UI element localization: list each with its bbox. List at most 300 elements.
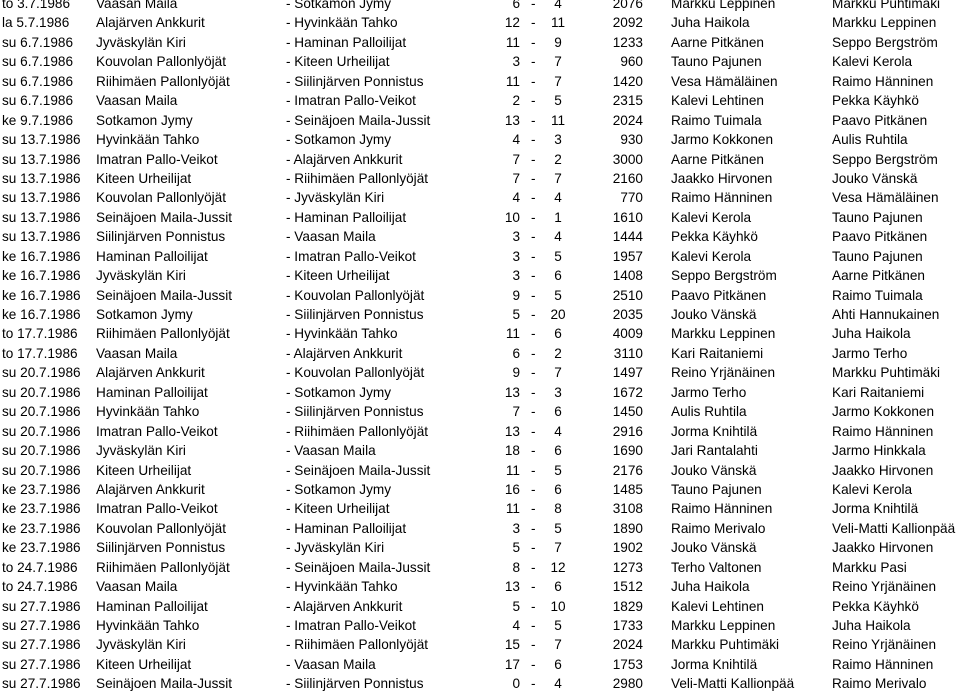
away-score: 5 [554,618,562,633]
attendance: 1497 [612,365,643,381]
home-score: 7 [512,404,520,420]
home-team: Seinäjoen Maila-Jussit [96,287,233,303]
base-umpire: Raimo Merivalo [832,676,927,692]
home-score: 2 [512,93,520,109]
away-score: 5 [554,248,562,264]
score-separator: - [531,326,536,342]
score-separator: - [531,637,536,653]
home-team: Riihimäen Pallonlyöjät [96,326,230,342]
away-score: 6 [554,579,562,595]
away-team: - Alajärven Ankkurit [286,598,403,614]
home-team: Hyvinkään Tahko [96,618,200,633]
score-separator: - [531,520,536,536]
away-score: 5 [554,520,562,536]
away-team: - Alajärven Ankkurit [286,345,403,361]
attendance: 4009 [612,326,643,342]
table-row [0,616,960,635]
match-date: ke 23.7.1986 [2,481,81,497]
away-team: - Imatran Pallo-Veikot [286,618,416,633]
match-date: su 13.7.1986 [2,132,81,148]
home-team: Jyväskylän Kiri [96,268,186,284]
home-score: 11 [505,73,520,89]
base-umpire: Vesa Hämäläinen [832,190,939,206]
table-row [0,150,960,169]
table-row [0,247,960,266]
home-score: 0 [512,676,520,692]
away-score: 10 [550,598,566,614]
away-team: - Haminan Palloilijat [286,520,407,536]
home-team: Hyvinkään Tahko [96,132,200,148]
base-umpire: Aarne Pitkänen [832,268,925,284]
match-date: ke 23.7.1986 [2,501,81,517]
home-team: Alajärven Ankkurit [96,365,205,381]
home-plate-umpire: Paavo Pitkänen [671,287,767,303]
home-team: Kouvolan Pallonlyöjät [96,520,226,536]
home-team: Haminan Palloilijat [96,384,208,400]
attendance: 2035 [612,307,643,322]
attendance: 960 [620,54,643,70]
score-separator: - [531,676,536,692]
attendance: 1753 [612,656,643,672]
home-plate-umpire: Raimo Tuimala [671,112,762,128]
table-row [0,0,960,13]
away-score: 11 [550,112,566,128]
table-row [0,441,960,460]
home-plate-umpire: Jorma Knihtilä [671,423,758,439]
away-team: - Seinäjoen Maila-Jussit [286,559,431,575]
score-separator: - [531,73,536,89]
score-separator: - [531,345,536,361]
match-date: ke 23.7.1986 [2,520,81,536]
attendance: 2024 [612,637,643,653]
match-date: su 20.7.1986 [2,423,81,439]
match-date: su 13.7.1986 [2,190,81,206]
score-separator: - [531,579,536,595]
table-row [0,72,960,91]
base-umpire: Raimo Hänninen [832,423,934,439]
home-team: Riihimäen Pallonlyöjät [96,73,230,89]
match-date: su 20.7.1986 [2,462,81,478]
home-plate-umpire: Jouko Vänskä [671,307,757,322]
home-plate-umpire: Kalevi Lehtinen [671,598,764,614]
away-team: - Riihimäen Pallonlyöjät [286,170,429,186]
away-score: 2 [554,345,562,361]
home-score: 13 [504,384,520,400]
score-separator: - [531,132,536,148]
home-team: Sotkamon Jymy [96,307,193,322]
table-row [0,461,960,480]
home-team: Vaasan Maila [96,345,178,361]
base-umpire: Reino Yrjänäinen [832,579,937,595]
table-row [0,422,960,441]
base-umpire: Markku Puhtimäki [832,365,941,381]
away-score: 6 [554,404,562,420]
away-team: - Vaasan Maila [286,443,376,459]
match-date: ke 16.7.1986 [2,268,81,284]
score-separator: - [531,365,536,381]
table-row [0,188,960,207]
home-team: Imatran Pallo-Veikot [96,151,218,167]
home-team: Siilinjärven Ponnistus [96,229,226,245]
match-date: la 5.7.1986 [2,15,70,31]
match-date: su 6.7.1986 [2,93,74,109]
base-umpire: Kari Raitaniemi [832,384,925,400]
away-team: - Seinäjoen Maila-Jussit [286,462,431,478]
table-row [0,324,960,343]
score-separator: - [531,34,536,50]
score-separator: - [531,209,536,225]
home-team: Hyvinkään Tahko [96,404,200,420]
home-score: 16 [504,481,520,497]
score-separator: - [531,268,536,284]
home-score: 7 [512,151,520,167]
home-score: 15 [504,637,520,653]
base-umpire: Jarmo Hinkkala [832,443,926,459]
away-team: - Kouvolan Pallonlyöjät [286,287,425,303]
home-score: 4 [512,618,520,633]
away-team: - Kiteen Urheilijat [286,501,390,517]
home-score: 13 [504,423,520,439]
home-score: 3 [512,268,520,284]
away-team: - Siilinjärven Ponnistus [286,404,424,420]
attendance: 930 [620,132,643,148]
away-score: 11 [550,15,566,31]
away-team: - Haminan Palloilijat [286,209,407,225]
match-date: to 17.7.1986 [2,326,78,342]
score-separator: - [531,462,536,478]
home-plate-umpire: Veli-Matti Kallionpää [671,676,795,692]
base-umpire: Paavo Pitkänen [832,112,928,128]
away-score: 4 [554,229,562,245]
table-row [0,286,960,305]
base-umpire: Juha Haikola [832,326,911,342]
table-row [0,519,960,538]
match-date: ke 23.7.1986 [2,540,81,556]
away-team: - Kiteen Urheilijat [286,268,390,284]
attendance: 2980 [612,676,643,692]
match-date: su 6.7.1986 [2,54,74,70]
base-umpire: Markku Pasi [832,559,907,575]
home-team: Alajärven Ankkurit [96,15,205,31]
match-date: su 13.7.1986 [2,151,81,167]
home-team: Kouvolan Pallonlyöjät [96,54,226,70]
home-team: Kouvolan Pallonlyöjät [96,190,226,206]
home-plate-umpire: Vesa Hämäläinen [671,73,778,89]
score-separator: - [531,404,536,420]
base-umpire: Jaakko Hirvonen [832,462,934,478]
away-team: - Sotkamon Jymy [286,132,391,148]
table-row [0,33,960,52]
home-score: 18 [504,443,520,459]
score-separator: - [531,54,536,70]
away-score: 8 [554,501,562,517]
away-team: - Seinäjoen Maila-Jussit [286,112,431,128]
base-umpire: Kalevi Kerola [832,54,913,70]
home-team: Seinäjoen Maila-Jussit [96,676,233,692]
home-team: Jyväskylän Kiri [96,443,186,459]
attendance: 2024 [612,112,643,128]
score-separator: - [531,93,536,109]
match-date: ke 9.7.1986 [2,112,74,128]
home-team: Kiteen Urheilijat [96,656,192,672]
attendance: 1444 [612,229,643,245]
attendance: 2176 [612,462,643,478]
table-row [0,208,960,227]
home-team: Haminan Palloilijat [96,248,208,264]
match-date: to 24.7.1986 [2,559,78,575]
home-team: Kiteen Urheilijat [96,170,192,186]
away-score: 4 [554,0,562,11]
home-score: 11 [505,34,520,50]
home-plate-umpire: Raimo Merivalo [671,520,766,536]
away-score: 1 [554,209,562,225]
table-row [0,52,960,71]
attendance: 2510 [612,287,643,303]
attendance: 3000 [612,151,643,167]
match-date: su 13.7.1986 [2,170,81,186]
attendance: 2076 [612,0,643,11]
attendance: 1890 [612,520,643,536]
base-umpire: Kalevi Kerola [832,481,913,497]
home-plate-umpire: Juha Haikola [671,579,750,595]
match-date: su 13.7.1986 [2,229,81,245]
home-score: 13 [504,112,520,128]
away-team: - Hyvinkään Tahko [286,579,398,595]
home-team: Imatran Pallo-Veikot [96,501,218,517]
away-team: - Siilinjärven Ponnistus [286,73,424,89]
away-team: - Hyvinkään Tahko [286,326,398,342]
home-score: 9 [512,365,520,381]
table-row [0,402,960,421]
home-plate-umpire: Aulis Ruhtila [671,404,747,420]
score-separator: - [531,151,536,167]
away-score: 7 [554,54,562,70]
home-plate-umpire: Jorma Knihtilä [671,656,758,672]
match-date: ke 16.7.1986 [2,287,81,303]
match-date: su 6.7.1986 [2,73,74,89]
attendance: 770 [620,190,643,206]
base-umpire: Ahti Hannukainen [832,307,940,322]
base-umpire: Pekka Käyhkö [832,598,919,614]
home-score: 10 [504,209,520,225]
home-score: 13 [504,579,520,595]
home-score: 3 [512,248,520,264]
base-umpire: Jouko Vänskä [832,170,918,186]
away-score: 4 [554,190,562,206]
home-team: Jyväskylän Kiri [96,34,186,50]
away-score: 5 [554,287,562,303]
table-row [0,480,960,499]
away-team: - Vaasan Maila [286,229,376,245]
home-plate-umpire: Kalevi Kerola [671,248,752,264]
score-separator: - [531,559,536,575]
away-score: 7 [554,170,562,186]
home-plate-umpire: Tauno Pajunen [671,54,762,70]
away-score: 9 [554,34,562,50]
away-team: - Siilinjärven Ponnistus [286,307,424,322]
home-score: 11 [505,462,520,478]
home-plate-umpire: Markku Leppinen [671,618,776,633]
attendance: 1273 [612,559,643,575]
away-score: 6 [554,481,562,497]
away-score: 2 [554,151,562,167]
home-score: 3 [512,54,520,70]
home-team: Seinäjoen Maila-Jussit [96,209,233,225]
away-score: 7 [554,637,562,653]
away-score: 12 [550,559,566,575]
away-score: 5 [554,93,562,109]
match-date: su 27.7.1986 [2,676,81,692]
match-date: su 27.7.1986 [2,598,81,614]
match-date: su 20.7.1986 [2,384,81,400]
match-date: su 27.7.1986 [2,656,81,672]
home-plate-umpire: Jouko Vänskä [671,540,757,556]
home-team: Sotkamon Jymy [96,112,193,128]
score-separator: - [531,540,536,556]
match-date: su 20.7.1986 [2,365,81,381]
away-team: - Jyväskylän Kiri [286,540,385,556]
away-team: - Kouvolan Pallonlyöjät [286,365,425,381]
attendance: 1450 [612,404,643,420]
score-separator: - [531,170,536,186]
away-team: - Vaasan Maila [286,656,376,672]
home-plate-umpire: Aarne Pitkänen [671,151,764,167]
attendance: 1672 [612,384,643,400]
attendance: 3108 [612,501,643,517]
table-row [0,558,960,577]
home-score: 3 [512,520,520,536]
home-plate-umpire: Pekka Käyhkö [671,229,758,245]
home-plate-umpire: Jari Rantalahti [671,443,758,459]
away-score: 7 [554,365,562,381]
attendance: 1610 [612,209,643,225]
score-separator: - [531,501,536,517]
away-score: 7 [554,73,562,89]
away-team: - Siilinjärven Ponnistus [286,676,424,692]
base-umpire: Jaakko Hirvonen [832,540,934,556]
base-umpire: Markku Puhtimäki [832,0,941,11]
home-plate-umpire: Tauno Pajunen [671,481,762,497]
home-plate-umpire: Jarmo Terho [671,384,747,400]
base-umpire: Tauno Pajunen [832,248,923,264]
base-umpire: Seppo Bergström [832,151,938,167]
away-team: - Sotkamon Jymy [286,384,391,400]
home-plate-umpire: Jaakko Hirvonen [671,170,773,186]
attendance: 1829 [612,598,643,614]
home-plate-umpire: Kalevi Lehtinen [671,93,764,109]
home-score: 11 [505,326,520,342]
base-umpire: Reino Yrjänäinen [832,637,937,653]
home-plate-umpire: Terho Valtonen [671,559,762,575]
attendance: 1957 [612,248,643,264]
table-row [0,363,960,382]
home-score: 3 [512,229,520,245]
home-plate-umpire: Kalevi Kerola [671,209,752,225]
home-plate-umpire: Juha Haikola [671,15,750,31]
base-umpire: Jarmo Terho [832,345,908,361]
away-team: - Kiteen Urheilijat [286,54,390,70]
score-separator: - [531,229,536,245]
home-plate-umpire: Kari Raitaniemi [671,345,764,361]
base-umpire: Veli-Matti Kallionpää [832,520,956,536]
attendance: 1408 [612,268,643,284]
home-score: 7 [512,170,520,186]
attendance: 2092 [612,15,643,31]
away-score: 6 [554,656,562,672]
score-separator: - [531,287,536,303]
table-row [0,13,960,32]
table-row [0,383,960,402]
base-umpire: Raimo Tuimala [832,287,923,303]
table-row [0,91,960,110]
match-date: ke 16.7.1986 [2,307,81,322]
base-umpire: Paavo Pitkänen [832,229,928,245]
match-date: su 27.7.1986 [2,637,81,653]
match-date: su 20.7.1986 [2,443,81,459]
home-score: 9 [512,287,520,303]
table-row [0,538,960,557]
away-score: 7 [554,540,562,556]
home-team: Imatran Pallo-Veikot [96,423,218,439]
attendance: 2160 [612,170,643,186]
attendance: 1733 [612,618,643,633]
away-team: - Alajärven Ankkurit [286,151,403,167]
home-team: Kiteen Urheilijat [96,462,192,478]
away-team: - Riihimäen Pallonlyöjät [286,637,429,653]
score-separator: - [531,248,536,264]
home-plate-umpire: Aarne Pitkänen [671,34,764,50]
away-score: 4 [554,423,562,439]
home-plate-umpire: Markku Puhtimäki [671,637,780,653]
away-team: - Hyvinkään Tahko [286,15,398,31]
away-team: - Jyväskylän Kiri [286,190,385,206]
away-team: - Sotkamon Jymy [286,0,391,11]
home-score: 5 [512,598,520,614]
attendance: 1690 [612,443,643,459]
home-score: 4 [512,190,520,206]
away-score: 4 [554,676,562,692]
base-umpire: Markku Leppinen [832,15,937,31]
away-score: 6 [554,268,562,284]
attendance: 2916 [612,423,643,439]
attendance: 3110 [613,345,643,361]
away-score: 20 [550,307,566,322]
away-team: - Haminan Palloilijat [286,34,407,50]
score-separator: - [531,656,536,672]
table-row [0,111,960,130]
away-team: - Imatran Pallo-Veikot [286,93,416,109]
home-score: 8 [512,559,520,575]
home-plate-umpire: Raimo Hänninen [671,501,773,517]
attendance: 1233 [612,34,643,50]
base-umpire: Jorma Knihtilä [832,501,919,517]
score-separator: - [531,384,536,400]
score-separator: - [531,112,536,128]
base-umpire: Tauno Pajunen [832,209,923,225]
home-team: Vaasan Maila [96,579,178,595]
away-score: 3 [554,132,562,148]
match-date: ke 16.7.1986 [2,248,81,264]
home-score: 4 [512,132,520,148]
home-plate-umpire: Jouko Vänskä [671,462,757,478]
table-row [0,344,960,363]
match-date: su 6.7.1986 [2,34,74,50]
score-separator: - [531,0,536,11]
attendance: 1485 [612,481,643,497]
home-team: Vaasan Maila [96,0,178,11]
home-plate-umpire: Jarmo Kokkonen [671,132,774,148]
base-umpire: Raimo Hänninen [832,656,934,672]
